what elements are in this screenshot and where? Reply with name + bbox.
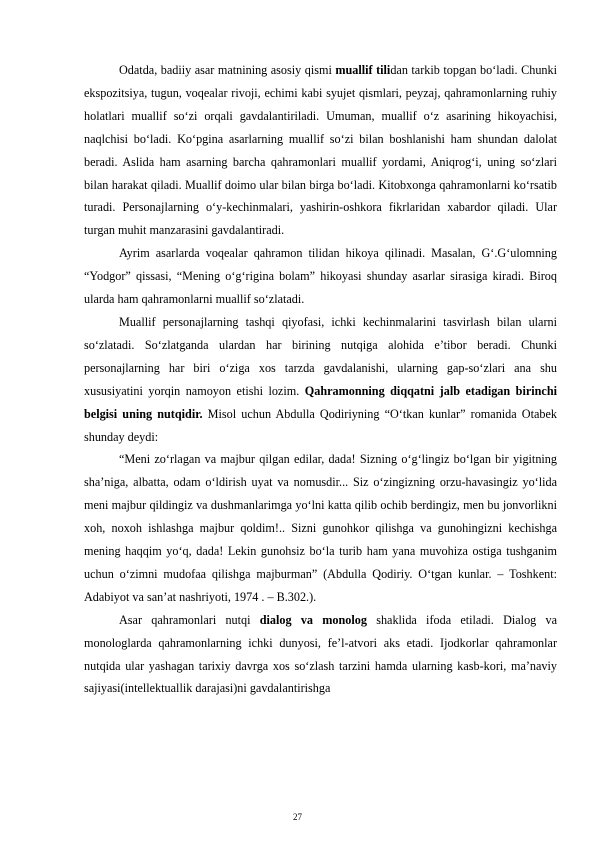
text-segment: Odatda, badiiy asar matnining asosiy qismi [119, 63, 336, 77]
text-segment: Muallif personajlarning tashqi qiyofasi, ichki kechinmalarini tasvirlash bilan ularni so‘zlatadi. So‘zlatganda ulardan har birining nutqiga alohida e’tibor beradi. Chunki personajlarning har biri o‘ziga xos tarzda gavdalanishi, ularning gap-so‘zlari ana shu xususiyatini yorqin namoyon etishi lozim. [84, 314, 557, 398]
paragraph [84, 242, 557, 311]
text-segment: Asar qahramonlari nutqi [119, 612, 260, 627]
paragraph [84, 448, 557, 608]
quote-text: “Meni zo‘rlagan va majbur qilgan edilar, dada! Sizning o‘g‘lingiz bo‘lgan bir yigitning sha’niga, albatta, odam o‘ldirish uyat va nomusdir... Siz o‘zingizning orzu-havasingiz yo‘lida meni majbur qildingiz va dushmanlarimga yo‘lni katta qilib ochib berdingiz, men bu jonvorlikni xoh, noxoh ishlashga majbur qoldim!.. Sizni gunohkor qilishga va gunohingizni kechishga mening haqqim yo‘q, dada! Lekin gunohsiz bo‘la turib ham yana muvohiza ostiga tushganim uchun o‘zimni mudofaa qilishga majburman” (Abdulla Qodiriy. O‘tgan kunlar. – Toshkent: Adabiyot va san’at nashriyoti, 1974 . – B.302.). [84, 452, 557, 604]
paragraph [84, 609, 557, 701]
paragraph [84, 59, 557, 242]
bold-term: muallif tili [335, 63, 391, 77]
text-segment: Misol uchun Abdulla Qodiriyning “O‘tkan kunlar” romanida Otabek shunday deydi: [84, 406, 558, 444]
bold-term: dialog va monolog [259, 612, 367, 627]
text-segment: Ayrim asarlarda voqealar qahramon tilidan hikoya qilinadi. Masalan, G‘.G‘ulomning “Yodgor” qissasi, “Mening o‘g‘rigina bolam” hikoyasi shunday asarlar sirasiga kiradi. Biroq ularda ham qahramonlarni muallif so‘zlatadi. [84, 246, 557, 307]
paragraph [84, 311, 557, 448]
page-number: 27 [293, 812, 302, 822]
text-segment: shaklida ifoda etiladi. Dialog va monologlarda qahramonlarning ichki dunyosi, fe’l-atvori aks etadi. Ijodkorlar qahramonlar nutqida ular yashagan tarixiy davrga xos so‘zlash tarzini hamda ularning kasb-kori, ma’naviy sajiyasi(intellektuallik darajasi)ni gavdalantirishga [84, 612, 557, 696]
bold-term: Qahramonning diqqatni jalb etadigan birinchi belgisi uning nutqidir. [84, 383, 557, 421]
body-text [84, 59, 557, 700]
text-segment: dan tarkib topgan bo‘ladi. Chunki ekspozitsiya, tugun, voqealar rivoji, echimi kabi syujet qismlari, peyzaj, qahramonlarning ruhiy holatlari muallif so‘zi orqali gavdalantiriladi. Umuman, muallif o‘z asarining hikoyachisi, naqlchisi bo‘ladi. Ko‘pgina asarlarning muallif so‘zi bilan boshlanishi ham shundan dalolat beradi. Aslida ham asarning barcha qahramonlari muallif yordami, Aniqrog‘i, uning so‘zlari bilan harakat qiladi. Muallif doimo ular bilan birga bo‘ladi. Kitobxonga qahramonlarni ko‘rsatib turadi. Personajlarning o‘y-kechinmalari, yashirin-oshkora fikrlaridan xabardor qiladi. Ular turgan muhit manzarasini gavdalantiradi. [84, 63, 557, 238]
